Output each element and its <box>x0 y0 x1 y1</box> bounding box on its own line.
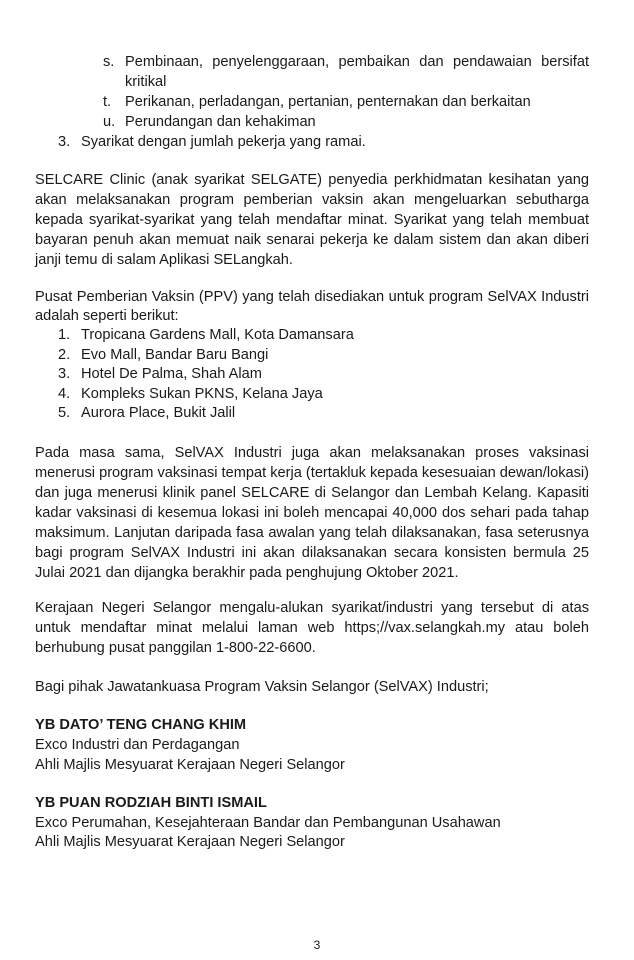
paragraph-line: untuk mendaftar minat melalui laman web https;//vax.selangkah.my atau boleh <box>35 620 589 636</box>
paragraph-line: adalah seperti berikut: <box>35 308 179 324</box>
paragraph-line: akan melaksanakan program pemberian vaksin akan mengeluarkan sebutharga <box>35 192 589 208</box>
paragraph-line: kadar vaksinasi di kesemua lokasi ini boleh mencapai 40,000 dos sehari pada tahap <box>35 505 589 521</box>
list-item-text: Syarikat dengan jumlah pekerja yang ramai. <box>81 134 366 150</box>
list-item-text: Evo Mall, Bandar Baru Bangi <box>81 347 269 363</box>
list-item-text: Tropicana Gardens Mall, Kota Damansara <box>81 327 354 343</box>
list-marker: u. <box>103 114 116 130</box>
list-marker: 2. <box>58 347 71 363</box>
paragraph-line: menerusi program vaksinasi tempat kerja (tertakluk kepada kesesuaian dewan/lokasi) <box>35 465 590 481</box>
signatory-title: Exco Perumahan, Kesejahteraan Bandar dan Pembangunan Usahawan <box>35 815 501 831</box>
signatory-title: Exco Industri dan Perdagangan <box>35 737 240 753</box>
paragraph-line: berhubung pusat panggilan 1-800-22-6600. <box>35 640 316 656</box>
signatory-title: Ahli Majlis Mesyuarat Kerajaan Negeri Selangor <box>35 834 345 850</box>
list-item-text: Kompleks Sukan PKNS, Kelana Jaya <box>81 386 323 402</box>
paragraph-line: Pada masa sama, SelVAX Industri juga akan melaksanakan proses vaksinasi <box>35 445 589 461</box>
list-marker: 3. <box>58 366 71 382</box>
list-item-text: kritikal <box>125 74 167 90</box>
paragraph-line: bayaran penuh akan memuat naik senarai pekerja ke dalam sistem dan akan diberi <box>35 232 589 248</box>
paragraph-line: SELCARE Clinic (anak syarikat SELGATE) penyedia perkhidmatan kesihatan yang <box>35 172 589 188</box>
list-marker: t. <box>103 94 112 110</box>
paragraph-line: bagi program SelVAX Industri ini akan dilaksanakan secara konsisten bermula 25 <box>35 545 589 561</box>
paragraph-line: janji temu di salam Aplikasi SELangkah. <box>35 252 293 268</box>
list-marker: s. <box>103 54 115 70</box>
paragraph-line: maksimum. Lanjutan daripada fasa awalan yang telah dilaksanakan, fasa seterusnya <box>35 525 589 541</box>
paragraph-line: kepada syarikat-syarikat yang telah mendaftar minat. Syarikat yang telah membuat <box>35 212 589 228</box>
page-number: 3 <box>313 938 321 952</box>
paragraph-line: Kerajaan Negeri Selangor mengalu-alukan syarikat/industri yang tersebut di atas <box>35 600 589 616</box>
paragraph-line: dan juga menerusi klinik panel SELCARE di Selangor dan Lembah Kelang. Kapasiti <box>35 485 589 501</box>
paragraph-line: Julai 2021 dan dijangka berakhir pada penghujung Oktober 2021. <box>35 565 459 581</box>
signatory-name: YB PUAN RODZIAH BINTI ISMAIL <box>35 795 267 811</box>
signatory-name: YB DATO’ TENG CHANG KHIM <box>35 717 247 733</box>
list-item-text: Perikanan, perladangan, pertanian, penternakan dan berkaitan <box>125 94 531 110</box>
list-item-text: Pembinaan, penyelenggaraan, pembaikan dan pendawaian bersifat <box>125 54 589 70</box>
list-marker: 4. <box>58 386 71 402</box>
list-item-text: Perundangan dan kehakiman <box>125 114 316 130</box>
list-marker: 5. <box>58 405 71 421</box>
paragraph-line: Pusat Pemberian Vaksin (PPV) yang telah disediakan untuk program SelVAX Industri <box>35 289 589 305</box>
list-marker: 1. <box>58 327 71 343</box>
list-marker: 3. <box>58 134 71 150</box>
list-item-text: Hotel De Palma, Shah Alam <box>81 366 262 382</box>
list-item-text: Aurora Place, Bukit Jalil <box>81 405 236 421</box>
closing-line: Bagi pihak Jawatankuasa Program Vaksin Selangor (SelVAX) Industri; <box>35 679 489 695</box>
signatory-title: Ahli Majlis Mesyuarat Kerajaan Negeri Selangor <box>35 757 345 773</box>
